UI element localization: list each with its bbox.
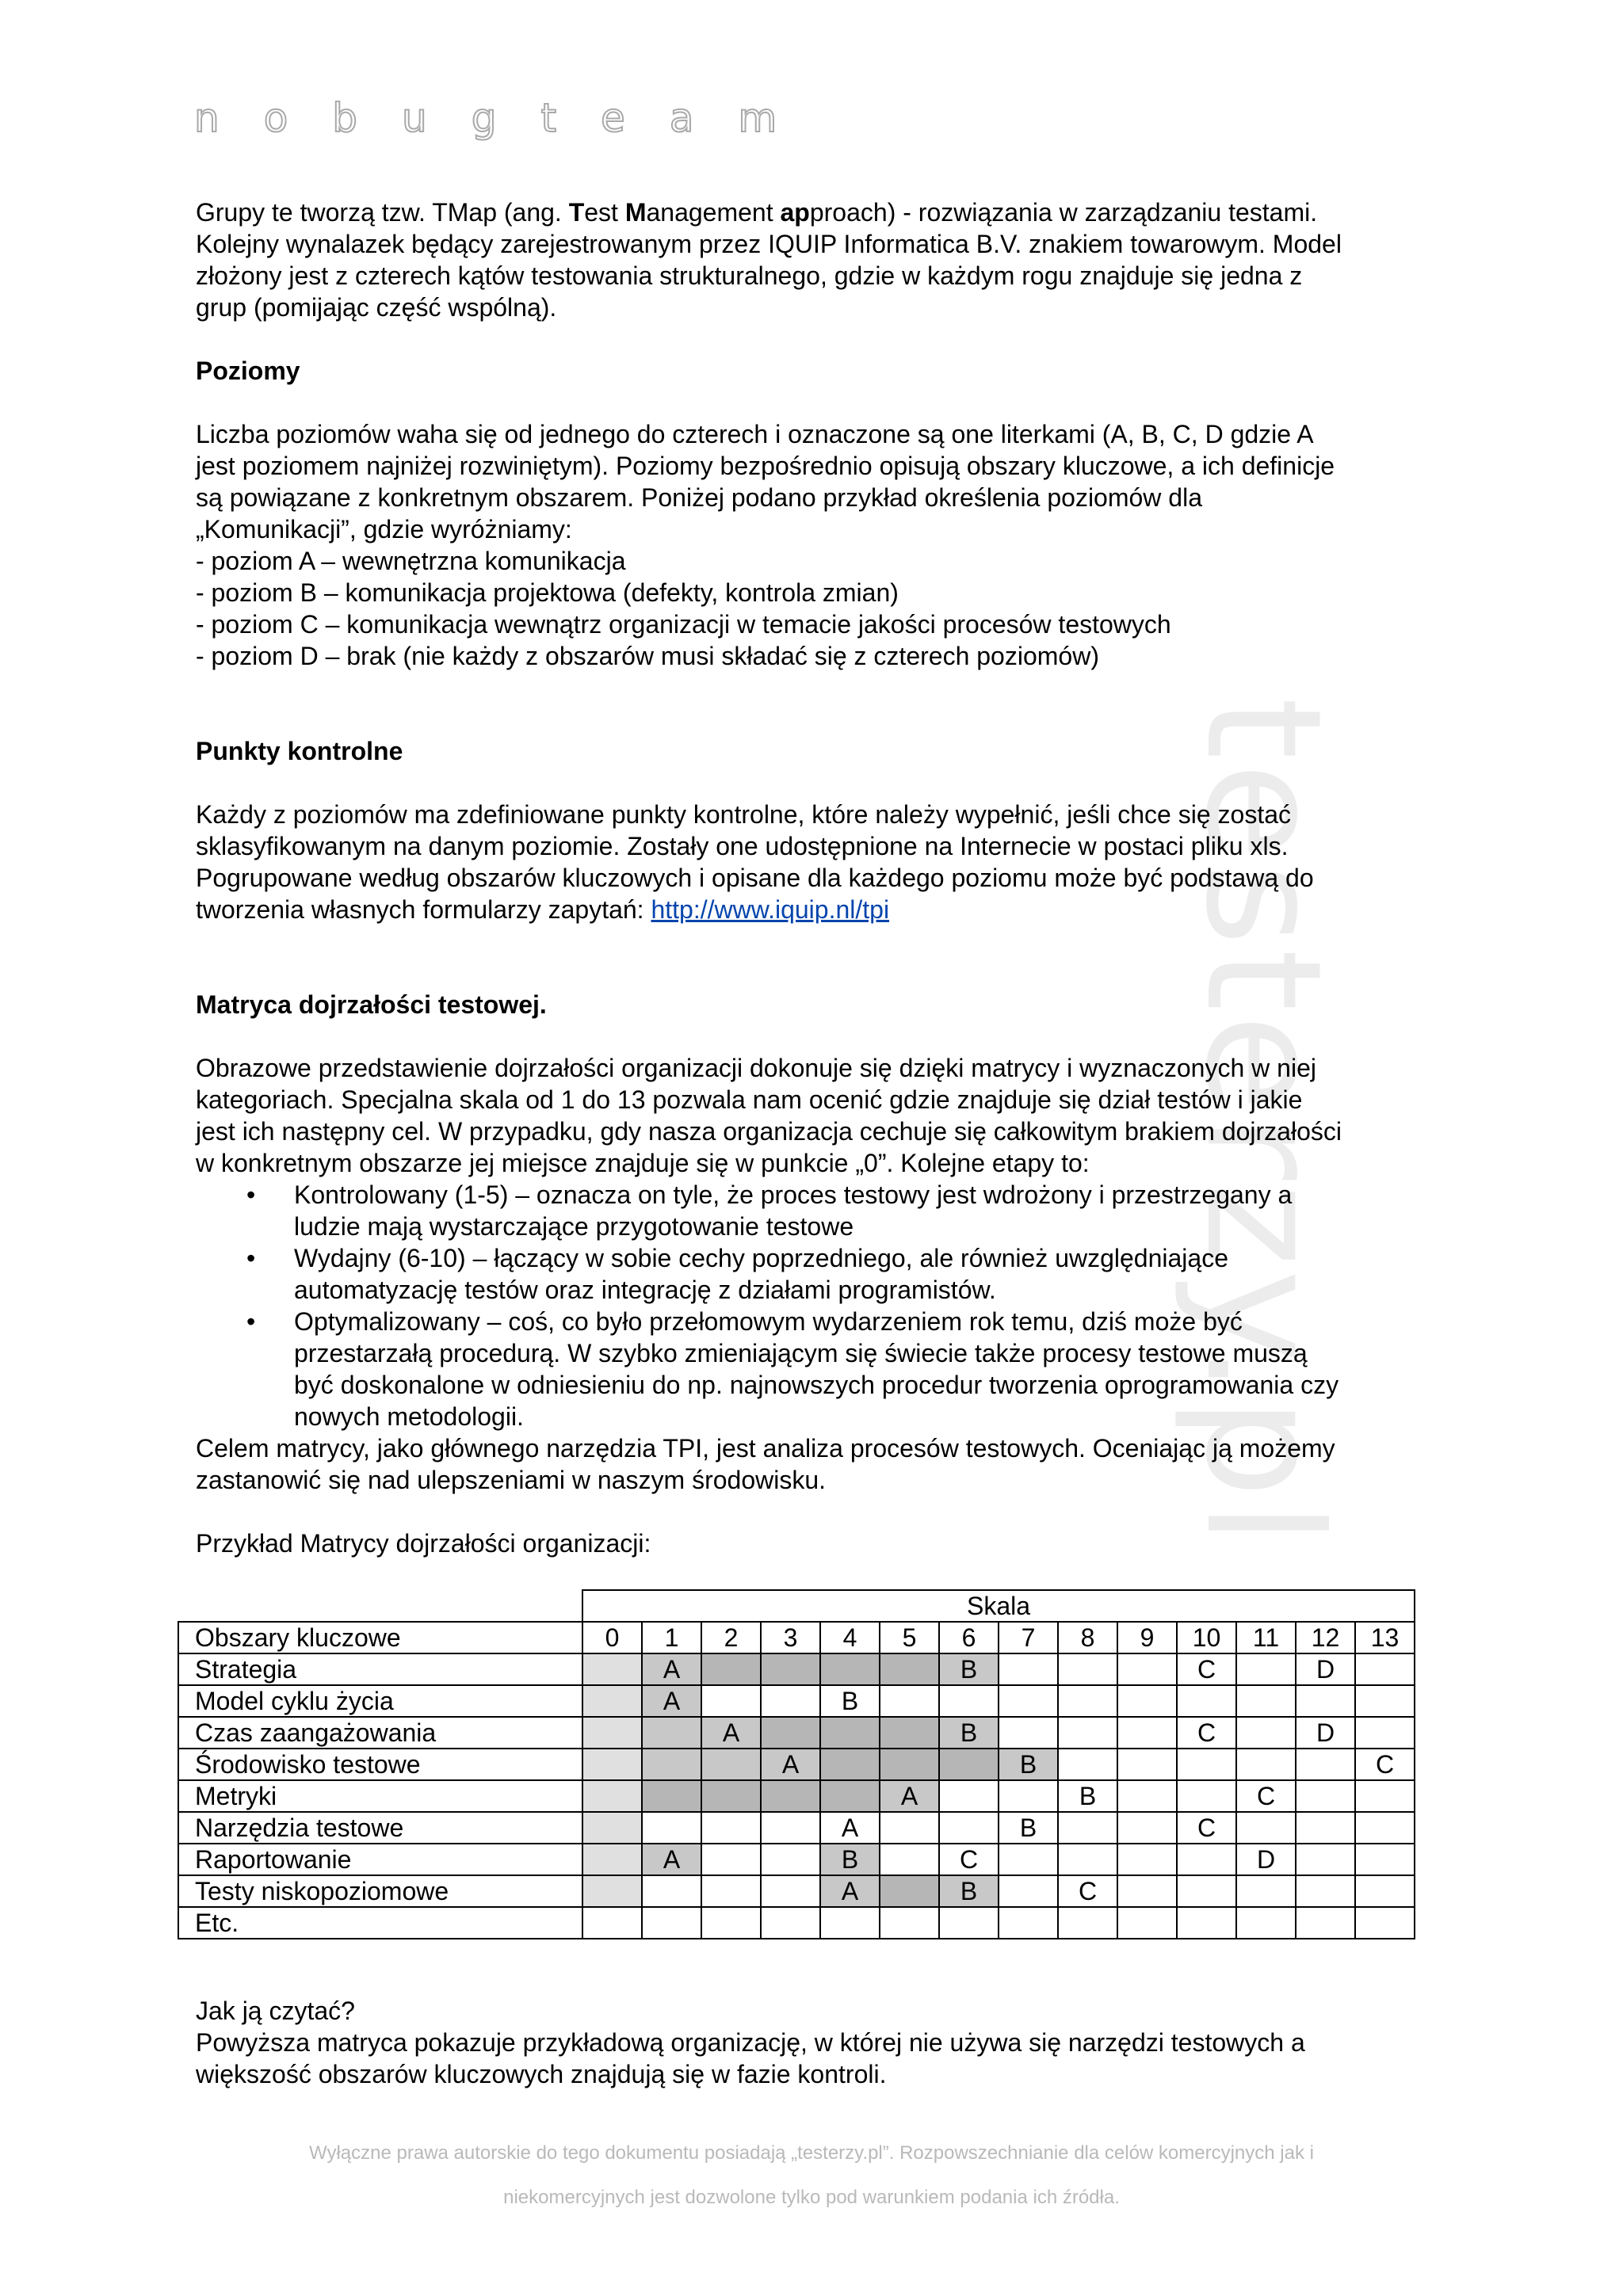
copyright-footer [158, 2122, 1465, 2229]
poziomy-line: są powiązane z konkretnym obszarem. Poniżej podano przykład określenia poziomów dla [196, 483, 1202, 512]
scale-number: 2 [701, 1622, 761, 1653]
matrix-cell [939, 1685, 999, 1717]
matrix-cell [1236, 1749, 1296, 1780]
matrix-cell [1236, 1812, 1296, 1844]
iquip-link[interactable]: http://www.iquip.nl/tpi [651, 895, 890, 924]
matrix-cell [1296, 1907, 1355, 1939]
example-caption: Przykład Matrycy dojrzałości organizacji: [196, 1529, 651, 1558]
key-area-name: Środowisko testowe [178, 1749, 582, 1780]
intro-text-run: złożony jest z czterech kątów testowania strukturalnego, gdzie w każdym rogu znajduje się jedna z [196, 261, 1303, 290]
matrix-cell [1236, 1875, 1296, 1907]
intro-text-run: Kolejny wynalazek będący zarejestrowanym przez IQUIP Informatica B.V. znakiem towarowym. Model [196, 230, 1342, 258]
scale-number: 12 [1296, 1622, 1355, 1653]
matrix-cell: B [999, 1812, 1058, 1844]
stage-line: automatyzację testów oraz integrację z działami programistów. [294, 1276, 996, 1304]
matrix-cell: C [1355, 1749, 1415, 1780]
matrix-cell [642, 1907, 701, 1939]
matrix-cell [1355, 1717, 1415, 1749]
closing-question: Jak ją czytać? [196, 1997, 355, 2025]
intro-line [196, 196, 1448, 228]
stage-line: • Wydajny (6-10) – łączący w sobie cechy poprzedniego, ale również uwzględniające [294, 1244, 1228, 1272]
matrix-cell [1296, 1780, 1355, 1812]
stage-line: być doskonalone w odniesieniu do np. najnowszych procedur tworzenia oprogramowania czy [294, 1371, 1339, 1399]
matrix-cell [582, 1812, 642, 1844]
matrix-cell [761, 1907, 820, 1939]
poziomy-paragraph [196, 418, 1448, 672]
intro-line [196, 228, 1448, 260]
closing-paragraph [196, 2027, 1448, 2090]
matrix-cell [820, 1780, 880, 1812]
matryca-line: kategoriach. Specjalna skala od 1 do 13 pozwala nam ocenić gdzie znajduje się dział testów i jakie [196, 1085, 1303, 1114]
matrix-cell [642, 1812, 701, 1844]
matrix-cell [939, 1907, 999, 1939]
punkty-last-line [196, 894, 1448, 925]
matrix-cell [701, 1812, 761, 1844]
matrix-cell [1058, 1844, 1117, 1875]
matrix-row [178, 1812, 1415, 1844]
matrix-cell [1177, 1780, 1236, 1812]
matrix-cell: D [1236, 1844, 1296, 1875]
matrix-cell [1355, 1653, 1415, 1685]
key-area-name: Raportowanie [178, 1844, 582, 1875]
matrix-cell [820, 1907, 880, 1939]
matryca-after-line: zastanowić się nad ulepszeniami w naszym środowisku. [196, 1466, 827, 1494]
closing-line: większość obszarów kluczowych znajdują się w fazie kontroli. [196, 2060, 887, 2088]
intro-text-run: M [624, 198, 647, 227]
matrix-cell [582, 1749, 642, 1780]
matrix-cell [1296, 1749, 1355, 1780]
scale-number: 8 [1058, 1622, 1117, 1653]
heading-poziomy: Poziomy [196, 357, 300, 385]
matrix-cell [761, 1812, 820, 1844]
matryca-line: Obrazowe przedstawienie dojrzałości organizacji dokonuje się dzięki matrycy i wyznaczonych w niej [196, 1054, 1316, 1082]
matrix-cell: D [1296, 1717, 1355, 1749]
matryca-paragraph [196, 1052, 1448, 1179]
matrix-cell [939, 1812, 999, 1844]
matrix-cell: A [820, 1812, 880, 1844]
watermark-text: testerzy.pl [1170, 697, 1355, 1549]
stage-list-item [294, 1242, 1448, 1306]
matrix-cell [880, 1844, 939, 1875]
stage-line: przestarzałą procedurą. W szybko zmieniającym się świecie także procesy testowe muszą [294, 1339, 1308, 1367]
matrix-cell [1177, 1907, 1236, 1939]
heading-matryca: Matryca dojrzałości testowej. [196, 990, 547, 1019]
matrix-cell [1355, 1685, 1415, 1717]
intro-text-run: ap [780, 198, 810, 227]
intro-text-run: T [568, 198, 585, 227]
intro-line [196, 292, 1448, 323]
intro-text-run: anagement [646, 198, 781, 227]
matrix-cell [880, 1812, 939, 1844]
matrix-cell: D [1296, 1653, 1355, 1685]
matrix-cell [1117, 1844, 1177, 1875]
key-area-name: Etc. [178, 1907, 582, 1939]
matrix-cell [642, 1717, 701, 1749]
matrix-cell [1177, 1875, 1236, 1907]
matrix-cell [880, 1907, 939, 1939]
matryca-line: jest ich następny cel. W przypadku, gdy nasza organizacja cechuje się całkowitym brakiem dojrzałości [196, 1117, 1342, 1146]
scale-number: 9 [1117, 1622, 1177, 1653]
matrix-cell [880, 1749, 939, 1780]
matrix-cell [582, 1685, 642, 1717]
punkty-last-prefix: tworzenia własnych formularzy zapytań: [196, 895, 651, 924]
intro-line [196, 260, 1448, 292]
matrix-cell [761, 1653, 820, 1685]
key-area-name: Czas zaangażowania [178, 1717, 582, 1749]
matrix-row [178, 1875, 1415, 1907]
punkty-line: Każdy z poziomów ma zdefiniowane punkty kontrolne, które należy wypełnić, jeśli chce się zostać [196, 800, 1291, 829]
matrix-row [178, 1653, 1415, 1685]
matrix-cell: C [1177, 1812, 1236, 1844]
matrix-cell [1117, 1907, 1177, 1939]
matrix-cell: C [1177, 1717, 1236, 1749]
matrix-cell [1296, 1812, 1355, 1844]
matrix-cell [582, 1653, 642, 1685]
matrix-cell [761, 1685, 820, 1717]
matrix-cell [1355, 1875, 1415, 1907]
matrix-cell: B [820, 1685, 880, 1717]
matrix-cell [820, 1749, 880, 1780]
matrix-cell [582, 1717, 642, 1749]
matrix-cell: B [939, 1717, 999, 1749]
matrix-cell: A [642, 1685, 701, 1717]
maturity-stages-list [196, 1179, 1448, 1432]
matrix-cell [582, 1875, 642, 1907]
matrix-cell: C [1177, 1653, 1236, 1685]
matrix-cell [1058, 1812, 1117, 1844]
matrix-cell [642, 1780, 701, 1812]
poziomy-line: - poziom A – wewnętrzna komunikacja [196, 547, 626, 575]
matrix-cell [701, 1749, 761, 1780]
stage-line: • Optymalizowany – coś, co było przełomowym wydarzeniem rok temu, dziś może być [294, 1307, 1243, 1336]
matrix-cell: A [761, 1749, 820, 1780]
matryca-after-paragraph [196, 1432, 1448, 1496]
intro-text-run: proach) - rozwiązania w zarządzaniu testami. [809, 198, 1318, 227]
matrix-cell [1058, 1717, 1117, 1749]
document-body [196, 196, 1448, 1559]
matrix-cell [999, 1653, 1058, 1685]
intro-text-run: est [584, 198, 625, 227]
scale-number: 10 [1177, 1622, 1236, 1653]
matrix-cell: A [701, 1717, 761, 1749]
intro-text-run: Grupy te tworzą tzw. TMap (ang. [196, 198, 569, 227]
matrix-row [178, 1685, 1415, 1717]
matrix-row [178, 1749, 1415, 1780]
matrix-cell [880, 1717, 939, 1749]
matryca-after-line: Celem matrycy, jako głównego narzędzia TPI, jest analiza procesów testowych. Oceniając ją możemy [196, 1434, 1335, 1463]
matrix-cell [1117, 1717, 1177, 1749]
poziomy-line: - poziom B – komunikacja projektowa (defekty, kontrola zmian) [196, 578, 899, 607]
matrix-cell: B [999, 1749, 1058, 1780]
matrix-cell [761, 1875, 820, 1907]
stage-list-item [294, 1179, 1448, 1242]
matrix-cell [1355, 1812, 1415, 1844]
matrix-cell [1117, 1685, 1177, 1717]
matrix-cell [701, 1653, 761, 1685]
intro-paragraph [196, 196, 1448, 323]
matrix-cell [1355, 1844, 1415, 1875]
matrix-cell [701, 1685, 761, 1717]
matrix-cell [1058, 1907, 1117, 1939]
matrix-cell [761, 1844, 820, 1875]
closing-section [196, 1995, 1448, 2090]
stage-line: • Kontrolowany (1-5) – oznacza on tyle, że proces testowy jest wdrożony i przestrzegany a [294, 1180, 1293, 1209]
punkty-line: Pogrupowane według obszarów kluczowych i opisane dla każdego poziomu może być podstawą do [196, 864, 1314, 892]
matrix-cell [1058, 1749, 1117, 1780]
matrix-row [178, 1844, 1415, 1875]
matrix-cell [1177, 1685, 1236, 1717]
matrix-cell [999, 1685, 1058, 1717]
scale-number: 4 [820, 1622, 880, 1653]
matrix-cell [1296, 1685, 1355, 1717]
heading-punkty: Punkty kontrolne [196, 737, 403, 765]
matryca-line: w konkretnym obszarze jej miejsce znajduje się w punkcie „0”. Kolejne etapy to: [196, 1149, 1090, 1177]
matrix-row [178, 1717, 1415, 1749]
matrix-cell [1058, 1685, 1117, 1717]
matrix-cell [880, 1653, 939, 1685]
matrix-cell [999, 1717, 1058, 1749]
scale-number: 11 [1236, 1622, 1296, 1653]
matrix-cell [820, 1717, 880, 1749]
matrix-cell [1117, 1875, 1177, 1907]
scale-number: 13 [1355, 1622, 1415, 1653]
matrix-corner [178, 1590, 582, 1622]
matrix-cell: A [880, 1780, 939, 1812]
matrix-cell [582, 1844, 642, 1875]
poziomy-line: jest poziomem najniżej rozwiniętym). Poziomy bezpośrednio opisują obszary kluczowe, a ich definicje [196, 452, 1335, 480]
matrix-cell [1117, 1812, 1177, 1844]
matrix-cell: C [1236, 1780, 1296, 1812]
logo: nobugteam [194, 95, 822, 141]
matrix-cell: C [939, 1844, 999, 1875]
stage-line: nowych metodologii. [294, 1402, 524, 1431]
stage-line: ludzie mają wystarczające przygotowanie testowe [294, 1212, 854, 1241]
punkty-line: sklasyfikowanym na danym poziomie. Zostały one udostępnione na Internecie w postaci pliku xls. [196, 832, 1289, 860]
poziomy-line: Liczba poziomów waha się od jednego do czterech i oznaczone są one literkami (A, B, C, D gdzie A [196, 420, 1314, 448]
matrix-row [178, 1780, 1415, 1812]
stage-list-item [294, 1306, 1448, 1432]
matrix-cell [880, 1685, 939, 1717]
matrix-cell [999, 1875, 1058, 1907]
matrix-cell [1296, 1875, 1355, 1907]
matrix-cell [1355, 1780, 1415, 1812]
matrix-cell [1177, 1844, 1236, 1875]
matrix-cell [1058, 1653, 1117, 1685]
matrix-cell [701, 1875, 761, 1907]
matrix-cell [1117, 1780, 1177, 1812]
key-area-name: Model cyklu życia [178, 1685, 582, 1717]
matrix-cell [939, 1780, 999, 1812]
matrix-cell [701, 1844, 761, 1875]
poziomy-line: „Komunikacji”, gdzie wyróżniamy: [196, 515, 572, 543]
matrix-cell: B [939, 1875, 999, 1907]
matrix-cell [1117, 1749, 1177, 1780]
scale-number: 7 [999, 1622, 1058, 1653]
scale-header: Skala [582, 1590, 1415, 1622]
matrix-cell: B [939, 1653, 999, 1685]
matrix-cell [701, 1907, 761, 1939]
matrix-cell: A [820, 1875, 880, 1907]
scale-number: 0 [582, 1622, 642, 1653]
matrix-cell [642, 1875, 701, 1907]
key-area-name: Testy niskopoziomowe [178, 1875, 582, 1907]
area-header: Obszary kluczowe [178, 1622, 582, 1653]
poziomy-line: - poziom C – komunikacja wewnątrz organizacji w temacie jakości procesów testowych [196, 610, 1171, 639]
matrix-cell [999, 1844, 1058, 1875]
matrix-cell [1236, 1717, 1296, 1749]
matrix-cell [761, 1717, 820, 1749]
maturity-matrix [178, 1589, 1415, 1939]
scale-number: 1 [642, 1622, 701, 1653]
matrix-cell [582, 1907, 642, 1939]
matrix-cell [701, 1780, 761, 1812]
footer-line: Wyłączne prawa autorskie do tego dokumentu posiadają „testerzy.pl”. Rozpowszechnianie dla celów komercyjnych jak i [309, 2142, 1314, 2164]
matrix-cell: B [820, 1844, 880, 1875]
key-area-name: Narzędzia testowe [178, 1812, 582, 1844]
matrix-cell [761, 1780, 820, 1812]
matrix-cell: C [1058, 1875, 1117, 1907]
matrix-cell [1236, 1653, 1296, 1685]
scale-number: 3 [761, 1622, 820, 1653]
poziomy-line: - poziom D – brak (nie każdy z obszarów musi składać się z czterech poziomów) [196, 642, 1099, 670]
matrix-cell: B [1058, 1780, 1117, 1812]
matrix-cell [1117, 1653, 1177, 1685]
matrix-cell [582, 1780, 642, 1812]
key-area-name: Strategia [178, 1653, 582, 1685]
matrix-cell [1296, 1844, 1355, 1875]
matrix-cell [1355, 1907, 1415, 1939]
scale-number: 5 [880, 1622, 939, 1653]
matrix-cell [1236, 1907, 1296, 1939]
matrix-row [178, 1907, 1415, 1939]
matrix-cell: A [642, 1844, 701, 1875]
matrix-cell: A [642, 1653, 701, 1685]
scale-number: 6 [939, 1622, 999, 1653]
matrix-cell [939, 1749, 999, 1780]
punkty-paragraph [196, 799, 1448, 894]
matrix-cell [820, 1653, 880, 1685]
matrix-cell [999, 1780, 1058, 1812]
matrix-cell [1236, 1685, 1296, 1717]
matrix-cell [1177, 1749, 1236, 1780]
intro-text-run: grup (pomijając część wspólną). [196, 293, 557, 322]
matrix-cell [642, 1749, 701, 1780]
matrix-cell [999, 1907, 1058, 1939]
footer-line: niekomercyjnych jest dozwolone tylko pod warunkiem podania ich źródła. [503, 2187, 1120, 2208]
matrix-cell [880, 1875, 939, 1907]
closing-line: Powyższa matryca pokazuje przykładową organizację, w której nie używa się narzędzi testowych a [196, 2028, 1305, 2057]
key-area-name: Metryki [178, 1780, 582, 1812]
